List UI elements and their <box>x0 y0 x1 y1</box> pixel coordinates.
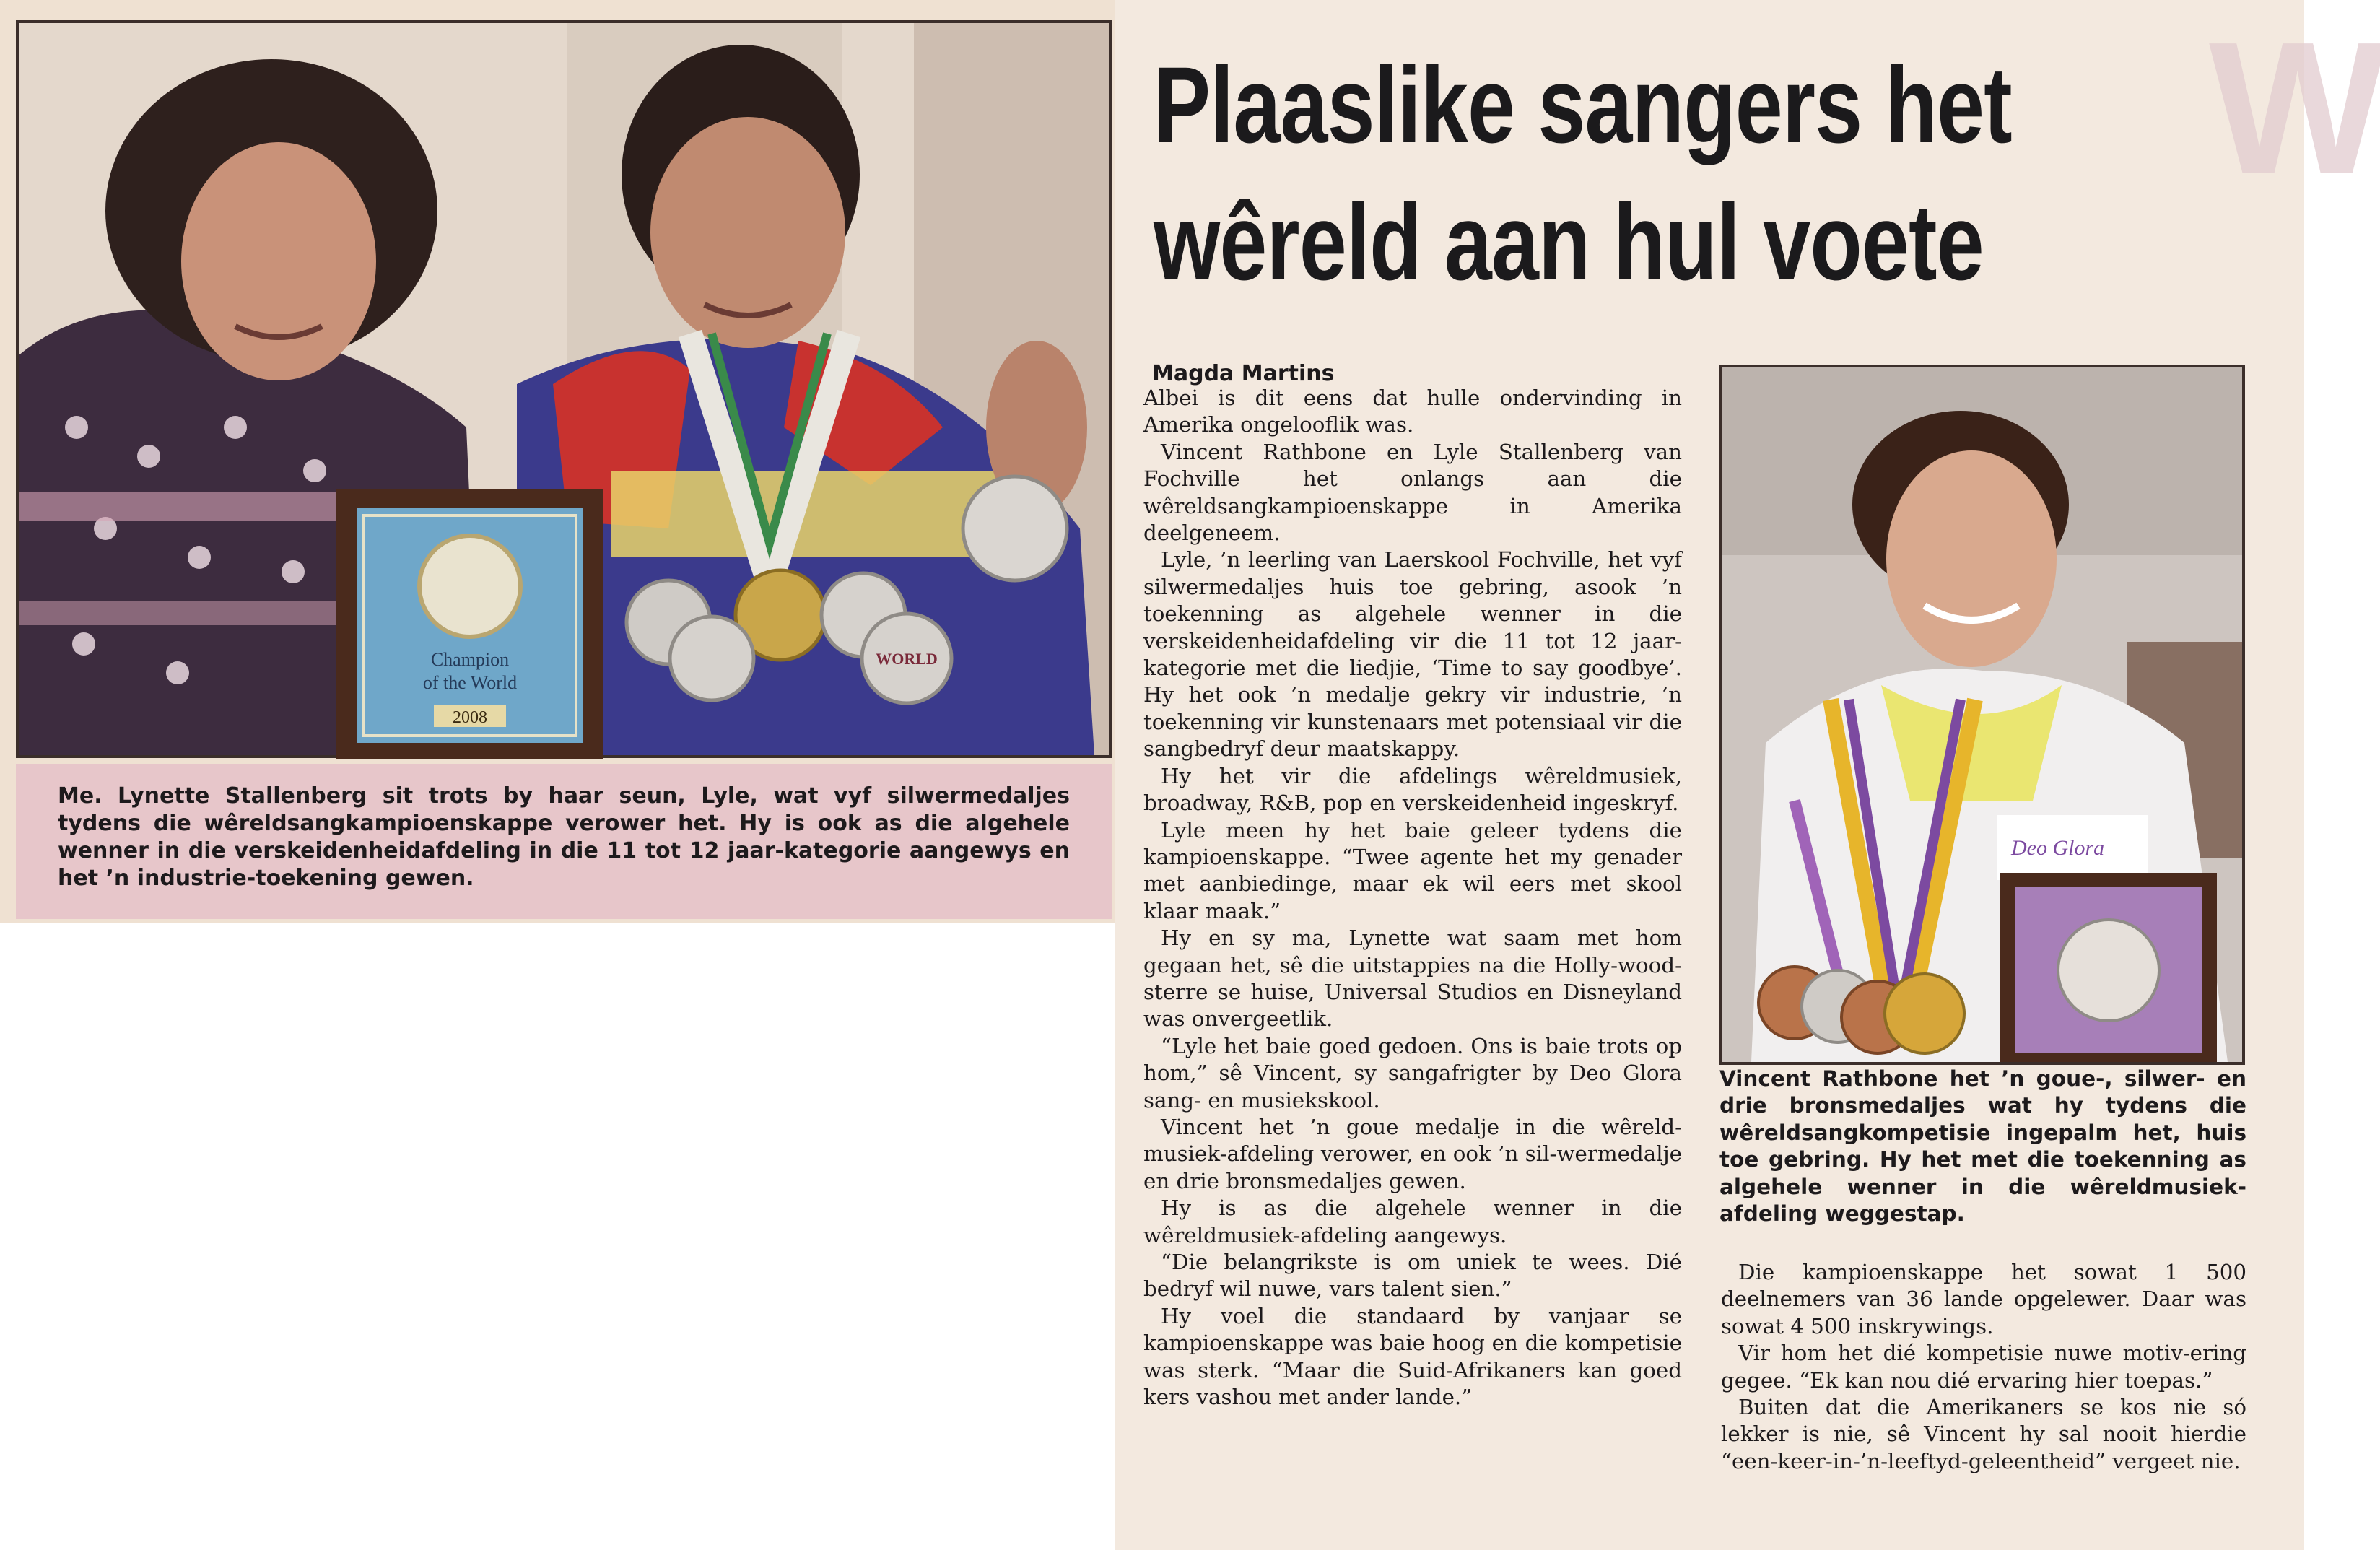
paragraph: Hy is as die algehele wenner in die wêreldmusiek-afdeling aangewys. <box>1143 1196 1682 1248</box>
headline-line1: Plaaslike sangers het <box>1154 44 2012 165</box>
paragraph: Vincent het ’n goue medalje in die wêreld-musiek-afdeling verower, en ook ’n sil-wermedalje en drie bronsmedaljes gewen. <box>1143 1114 1682 1193</box>
article-column-2 <box>1721 1259 2246 1475</box>
banner-text: Deo Glora <box>2011 836 2105 860</box>
photo-stallenberg <box>16 20 1112 758</box>
paragraph: Hy voel die standaard by vanjaar se kampioenskappe was baie hoog en die kompetisie was sterk. “Maar die Suid-Afrikaners kan goed kers vashou met ander lande.” <box>1143 1303 1682 1410</box>
medal-label: WORLD <box>876 650 938 668</box>
photo-rathbone-illustration <box>1722 367 2242 1062</box>
plaque-line2: of the World <box>422 672 518 693</box>
paragraph: Hy het vir die afdelings wêreldmusiek, broadway, R&B, pop en verskeidenheid ingeskryf. <box>1143 763 1682 816</box>
paragraph: Albei is dit eens dat hulle ondervinding in Amerika ongelooflik was. <box>1143 386 1682 437</box>
plaque-line1: Champion <box>430 649 510 670</box>
headline-line2: wêreld aan hul voete <box>1154 181 1984 302</box>
caption-main: Me. Lynette Stallenberg sit trots by haar seun, Lyle, wat vyf silwermedaljes tydens die wêreldsangkampioenskappe verower het. Hy is ook as die algehele wenner in die verskeidenheidafdeling in die 11 tot 12 jaar-kategorie aangewys en het ’n industrie-toekening gewen. <box>16 764 1112 919</box>
caption-second: Vincent Rathbone het ’n goue-, silwer- en drie bronsmedaljes wat hy tydens die wêreldsangkompetisie ingepalm het, huis toe gebring. Hy het met die toekenning as algehele wenner in die wêreldmusiek-afdeling weggestap. <box>1719 1066 2246 1227</box>
headline <box>1154 36 2012 310</box>
article-column-1 <box>1143 385 1682 1411</box>
paragraph: “Lyle het baie goed gedoen. Ons is baie trots op hom,” sê Vincent, sy sangafrigter by Deo Glora sang- en musiekskool. <box>1143 1033 1682 1113</box>
paragraph: “Die belangrikste is om uniek te wees. Dié bedryf wil nuwe, vars talent sien.” <box>1143 1250 1682 1302</box>
bleed-through-text: W <box>2209 4 2380 213</box>
paragraph: Vincent Rathbone en Lyle Stallenberg van Fochville het onlangs aan die wêreldsangkampioenskappe in Amerika deelgeneem. <box>1143 439 1682 546</box>
paragraph: Lyle, ’n leerling van Laerskool Fochville, het vyf silwermedaljes huis toe gebring, asook ’n toekenning as algehele wenner in die verskeidenheidafdeling vir die 11 tot 12 jaar-kategorie met die liedjie, ‘Time to say goodbye’. Hy het ook ’n medalje gekry vir industrie, ’n toekenning vir kunstenaars met potensiaal vir die sangbedryf deur maatskappy. <box>1143 547 1682 762</box>
paragraph: Lyle meen hy het baie geleer tydens die kampioenskappe. “Twee agente het my genader met aanbiedinge, maar ek wil eers met skool klaar maak.” <box>1143 817 1682 923</box>
paragraph: Hy en sy ma, Lynette wat saam met hom gegaan het, sê die uitstappies na die Holly-wood-sterre se huise, Universal Studios en Disneyland was onvergeetlik. <box>1143 926 1682 1032</box>
photo-rathbone <box>1719 365 2245 1065</box>
paragraph: Vir hom het dié kompetisie nuwe motiv-ering gegee. “Ek kan nou dié ervaring hier toepas.” <box>1721 1341 2246 1393</box>
photo-stallenberg-illustration <box>19 23 1109 755</box>
paragraph: Buiten dat die Amerikaners se kos nie só lekker is nie, sê Vincent hy sal nooit hierdie “een-keer-in-’n-leeftyd-geleentheid” vergeet nie. <box>1721 1395 2246 1473</box>
byline: Magda Martins <box>1152 361 1335 386</box>
plaque-year: 2008 <box>453 708 487 727</box>
paragraph: Die kampioenskappe het sowat 1 500 deelnemers van 36 lande opgelewer. Daar was sowat 4 500 inskrywings. <box>1721 1260 2246 1338</box>
